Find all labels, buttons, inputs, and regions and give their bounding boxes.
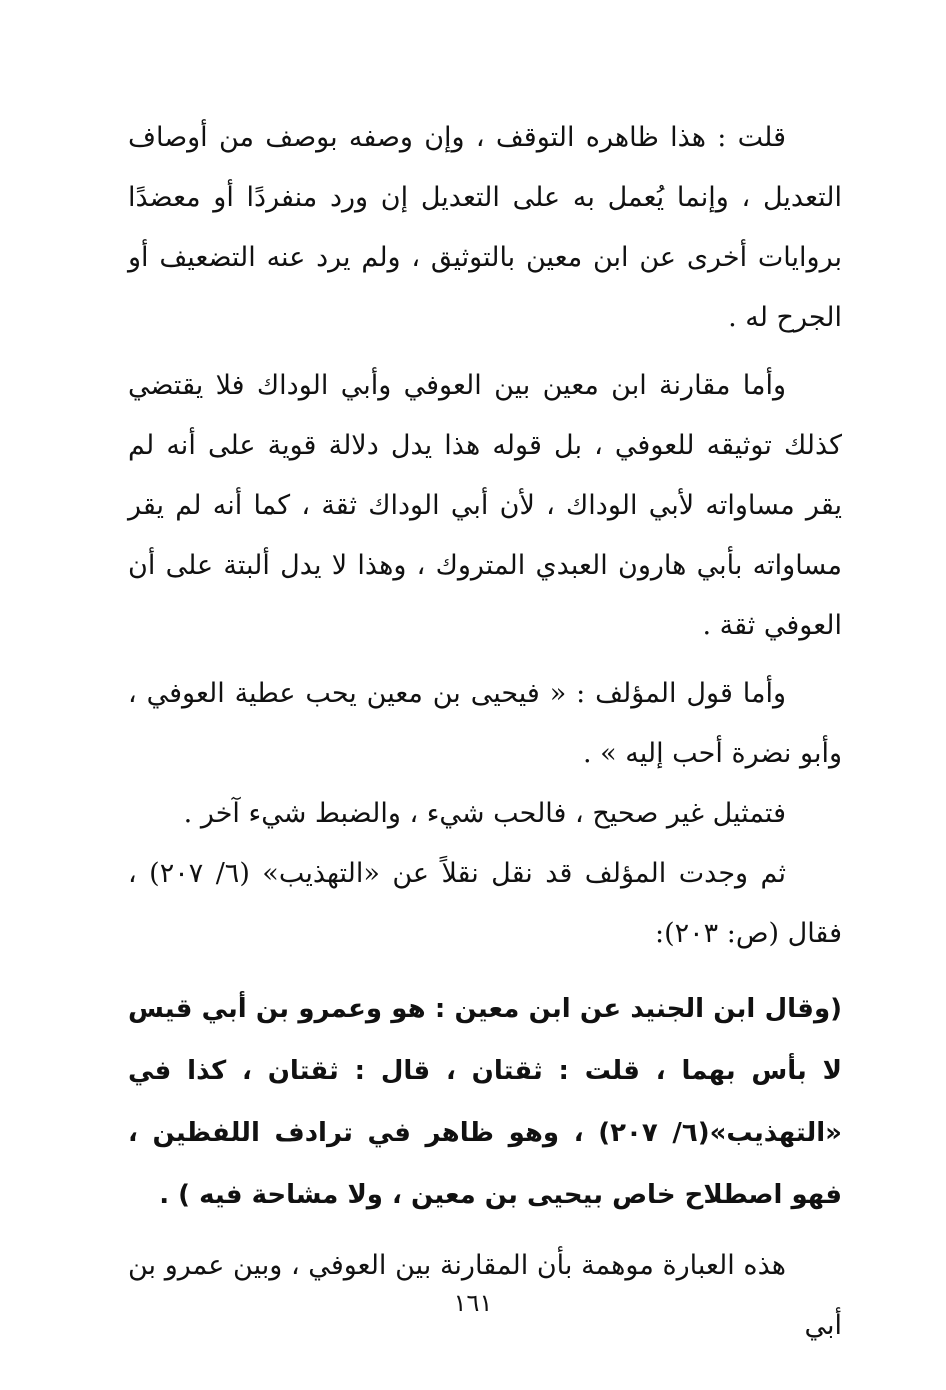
paragraph-3: وأما قول المؤلف : « فيحيى بن معين يحب عطية العوفي ، وأبو نضرة أحب إليه » . bbox=[128, 678, 842, 769]
paragraph-5: ثم وجدت المؤلف قد نقل نقلاً عن «التهذيب» (٦/ ٢٠٧) ، فقال (ص: ٢٠٣): bbox=[128, 858, 842, 949]
quoted-passage: (وقال ابن الجنيد عن ابن معين : هو وعمرو بن أبي قيس لا بأس بهما ، قلت : ثقتان ، قال : ثقتان ، كذا في «التهذيب»(٦/ ٢٠٧) ، وهو ظاهر في ترادف اللفظين ، فهو اصطلاح خاص بيحيى بن معين ، ولا مشاحة فيه ) . bbox=[128, 994, 842, 1210]
paragraph-2: وأما مقارنة ابن معين بين العوفي وأبي الوداك فلا يقتضي كذلك توثيقه للعوفي ، بل قوله هذا يدل دلالة قوية على أنه لم يقر مساواته لأبي الوداك ، لأن أبي الوداك ثقة ، كما أنه لم يقر مساواته بأبي هارون العبدي المتروك ، وهذا لا يدل ألبتة على أن العوفي ثقة . bbox=[128, 370, 842, 641]
paragraph-4: فتمثيل غير صحيح ، فالحب شيء ، والضبط شيء آخر . bbox=[183, 798, 786, 829]
page-number: ١٦١ bbox=[453, 1289, 493, 1317]
closing-paragraph: هذه العبارة موهمة بأن المقارنة بين العوفي ، وبين عمرو بن أبي bbox=[128, 1250, 842, 1341]
paragraph-1: قلت : هذا ظاهره التوقف ، وإن وصفه بوصف من أوصاف التعديل ، وإنما يُعمل به على التعديل إن ورد منفردًا أو معضدًا بروايات أخرى عن ابن معين بالتوثيق ، ولم يرد عنه التضعيف أو الجرح له . bbox=[128, 122, 842, 333]
body-text bbox=[128, 108, 842, 1356]
